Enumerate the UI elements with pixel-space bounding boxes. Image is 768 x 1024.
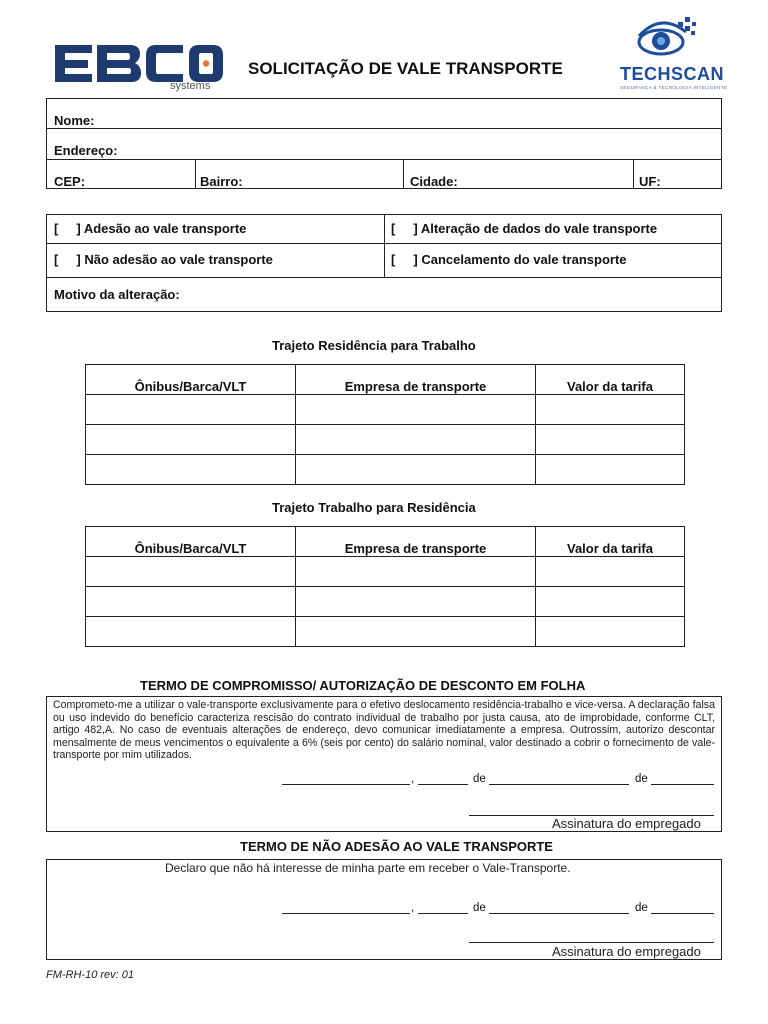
route2-col-onibus: Ônibus/Barca/VLT: [86, 527, 296, 557]
table-cell[interactable]: [296, 395, 536, 425]
table-cell[interactable]: [86, 587, 296, 617]
signature-label: Assinatura do empregado: [552, 816, 701, 831]
place-line[interactable]: [282, 913, 410, 914]
table-cell[interactable]: [296, 617, 536, 647]
table-cell[interactable]: [536, 455, 685, 485]
document-title: SOLICITAÇÃO DE VALE TRANSPORTE: [248, 59, 563, 78]
cidade-field-label: Cidade:: [410, 174, 458, 189]
route1-title: Trajeto Residência para Trabalho: [272, 338, 476, 353]
month-line[interactable]: [489, 784, 629, 785]
non-adhesion-text: Declaro que não há interesse de minha parte em receber o Vale-Transporte.: [165, 861, 571, 875]
de-label: de: [473, 773, 486, 785]
de-label: de: [473, 902, 486, 914]
table-row: [86, 557, 685, 587]
table-cell[interactable]: [296, 425, 536, 455]
day-line[interactable]: [418, 784, 468, 785]
table-cell[interactable]: [86, 395, 296, 425]
techscan-logo-tagline: SEGURANÇA & TECNOLOGIA INTELIGENTE: [620, 85, 728, 90]
year-line[interactable]: [651, 784, 714, 785]
divider: [384, 214, 385, 277]
ebco-logo-subtitle: systems: [170, 80, 211, 92]
table-cell[interactable]: [536, 587, 685, 617]
table-row: [86, 425, 685, 455]
route1-col-empresa: Empresa de transporte: [296, 365, 536, 395]
de-label: de: [635, 773, 648, 785]
route2-col-empresa: Empresa de transporte: [296, 527, 536, 557]
route1-col-tarifa: Valor da tarifa: [536, 365, 685, 395]
divider: [46, 128, 722, 129]
divider: [633, 159, 634, 189]
bairro-field-label: Bairro:: [200, 174, 243, 189]
divider: [46, 159, 722, 160]
table-row: [86, 395, 685, 425]
table-cell[interactable]: [536, 617, 685, 647]
name-field-label: Nome:: [54, 113, 95, 128]
de-label: de: [635, 902, 648, 914]
techscan-logo-text: TECHSCAN: [620, 64, 725, 84]
route2-table: [85, 526, 685, 647]
year-line[interactable]: [651, 913, 714, 914]
techscan-logo-icon: [634, 14, 700, 64]
month-line[interactable]: [489, 913, 629, 914]
form-code: FM-RH-10 rev: 01: [46, 969, 135, 981]
cep-field-label: CEP:: [54, 174, 86, 189]
table-cell[interactable]: [86, 557, 296, 587]
table-cell[interactable]: [536, 395, 685, 425]
day-line[interactable]: [418, 913, 468, 914]
table-cell[interactable]: [296, 587, 536, 617]
option-adesao[interactable]: [ ] Adesão ao vale transporte: [54, 221, 247, 236]
table-row: [86, 455, 685, 485]
signature-label: Assinatura do empregado: [552, 944, 701, 959]
table-row: [86, 617, 685, 647]
uf-field-label: UF:: [639, 174, 661, 189]
route1-col-onibus: Ônibus/Barca/VLT: [86, 365, 296, 395]
route1-table: [85, 364, 685, 485]
commitment-title: TERMO DE COMPROMISSO/ AUTORIZAÇÃO DE DESCONTO EM FOLHA: [140, 678, 586, 693]
table-row: [86, 587, 685, 617]
divider: [195, 159, 196, 189]
divider: [46, 277, 722, 278]
table-cell[interactable]: [296, 455, 536, 485]
comma-separator: ,: [411, 902, 415, 914]
divider: [403, 159, 404, 189]
table-cell[interactable]: [86, 617, 296, 647]
table-cell[interactable]: [536, 557, 685, 587]
option-nao-adesao[interactable]: [ ] Não adesão ao vale transporte: [54, 252, 273, 267]
signature-line[interactable]: [469, 942, 714, 943]
non-adhesion-title: TERMO DE NÃO ADESÃO AO VALE TRANSPORTE: [240, 839, 553, 854]
route2-title: Trajeto Trabalho para Residência: [272, 500, 476, 515]
place-line[interactable]: [282, 784, 410, 785]
comma-separator: ,: [411, 773, 415, 785]
table-cell[interactable]: [86, 425, 296, 455]
option-alteracao[interactable]: [ ] Alteração de dados do vale transporte: [391, 221, 658, 236]
address-field-label: Endereço:: [54, 143, 118, 158]
commitment-text: Comprometo-me a utilizar o vale-transporte exclusivamente para o efetivo deslocamento residência-trabalho e vice-versa. A declaração falsa ou uso indevido do benefício caracteriza rescisão do contrato individual de trabalho por justa causa, ato de improbidade, conforme CLT, artigo 482,A. No caso de eventuais alterações de endereço, devo comunicar imediatamente a empresa. Outrossim, autorizo descontar mensalmente de meus vencimentos o equivalente a 6% (seis por cento) do salário nominal, valor destinado a cobrir o fornecimento de vale-transporte por mim utilizados.: [53, 699, 715, 762]
table-cell[interactable]: [536, 425, 685, 455]
option-cancelamento[interactable]: [ ] Cancelamento do vale transporte: [391, 252, 627, 267]
table-cell[interactable]: [86, 455, 296, 485]
route2-col-tarifa: Valor da tarifa: [536, 527, 685, 557]
table-cell[interactable]: [296, 557, 536, 587]
personal-data-box: [46, 98, 722, 189]
motivo-field-label: Motivo da alteração:: [54, 287, 180, 302]
